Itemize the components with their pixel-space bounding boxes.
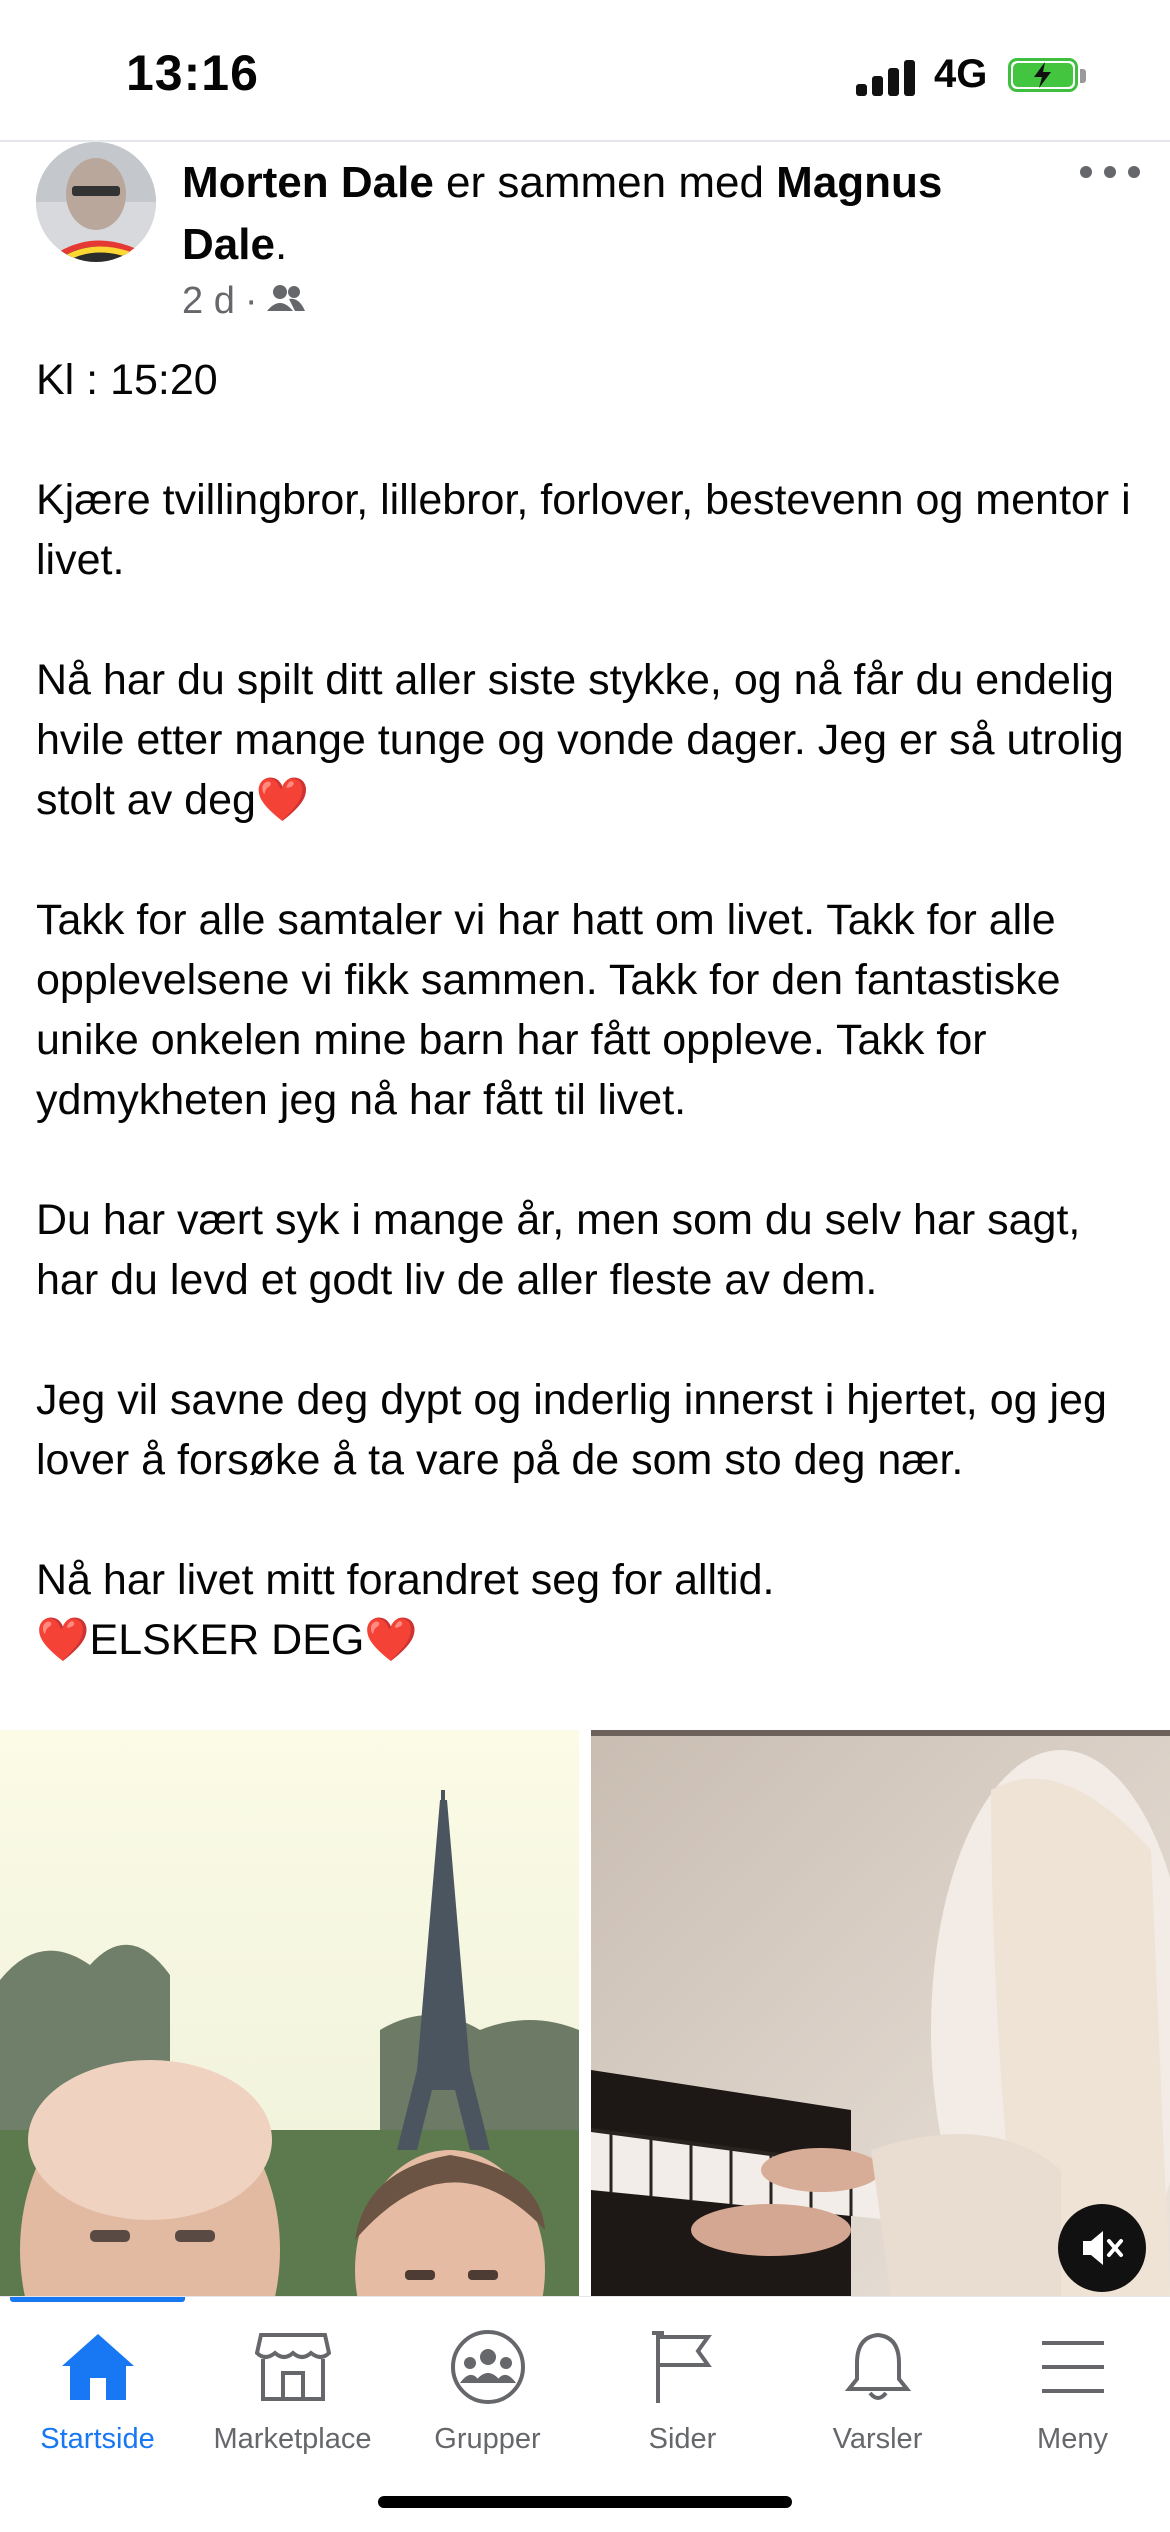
with-text: er sammen med [433,158,777,207]
tab-label: Sider [648,2423,717,2455]
home-indicator[interactable] [378,2496,792,2508]
closing-text: ELSKER DEG [89,1616,365,1664]
tab-groups[interactable] [390,2327,585,2456]
paragraph-text: Nå har du spilt ditt aller siste stykke, og nå får du endelig hvile etter mange tunge og vonde dager. Jeg er så utrolig stolt av deg [36,656,1136,824]
marketplace-icon [195,2327,390,2407]
photo-eiffel-selfie[interactable] [0,1730,579,2296]
post-paragraph: Kjære tvillingbror, lillebror, forlover, bestevenn og mentor i livet. [36,476,1143,584]
bell-icon [780,2327,975,2407]
heart-emoji: ❤️ [364,1616,418,1664]
flag-icon [585,2327,780,2407]
tab-menu[interactable] [975,2327,1170,2456]
groups-icon [390,2327,585,2407]
post-paragraph: Kl : 15:20 [36,356,218,404]
tab-label: Marketplace [213,2423,372,2455]
speaker-muted-icon [1077,2223,1127,2273]
status-time: 13:16 [126,45,259,101]
tagged-name-link[interactable]: Magnus Dale [182,158,943,269]
post-text [36,350,1146,1670]
active-tab-indicator [10,2297,185,2302]
tab-pages[interactable] [585,2327,780,2456]
tab-home[interactable] [0,2327,195,2456]
post-time[interactable]: 2 d [182,280,235,322]
author-avatar[interactable] [36,142,156,262]
post-paragraph: Takk for alle samtaler vi har hatt om livet. Takk for alle opplevelsene vi fikk sammen. Takk for den fantastiske unike onkelen mine barn har fått oppleve. Takk for ydmykheten jeg nå har fått til livet. [36,896,1073,1124]
closing-line [36,1610,1146,1670]
menu-icon [975,2327,1170,2407]
tab-label: Grupper [434,2423,541,2455]
friends-icon [267,280,305,323]
network-type: 4G [934,52,988,96]
post-paragraph: Nå har livet mitt forandret seg for alltid. [36,1556,775,1604]
post-options-button[interactable] [1080,160,1140,184]
unmute-button[interactable] [1058,2204,1146,2292]
post-paragraph: Jeg vil savne deg dypt og inderlig innerst i hjertet, og jeg lover å forsøke å ta vare på de som sto deg nær. [36,1376,1119,1484]
tab-marketplace[interactable] [195,2327,390,2456]
tab-label: Varsler [832,2423,923,2455]
post-author-line [182,152,1042,276]
home-icon [0,2327,195,2407]
status-bar [0,0,1170,142]
meta-separator: · [244,280,258,322]
tab-notifications[interactable] [780,2327,975,2456]
signal-icon [856,60,916,96]
heart-emoji: ❤️ [255,776,310,824]
tab-label: Startside [40,2423,155,2455]
post-media [0,1730,1170,2296]
post-meta [182,280,305,323]
battery-icon [1008,58,1086,96]
post-paragraph: Du har vært syk i mange år, men som du selv har sagt, har du levd et godt liv de aller fleste av dem. [36,1196,1093,1304]
author-name-link[interactable]: Morten Dale [182,158,434,207]
tab-label: Meny [1037,2423,1108,2455]
heart-emoji: ❤️ [36,1616,90,1664]
tagged-suffix: . [274,220,288,269]
post-paragraph [36,650,1146,830]
